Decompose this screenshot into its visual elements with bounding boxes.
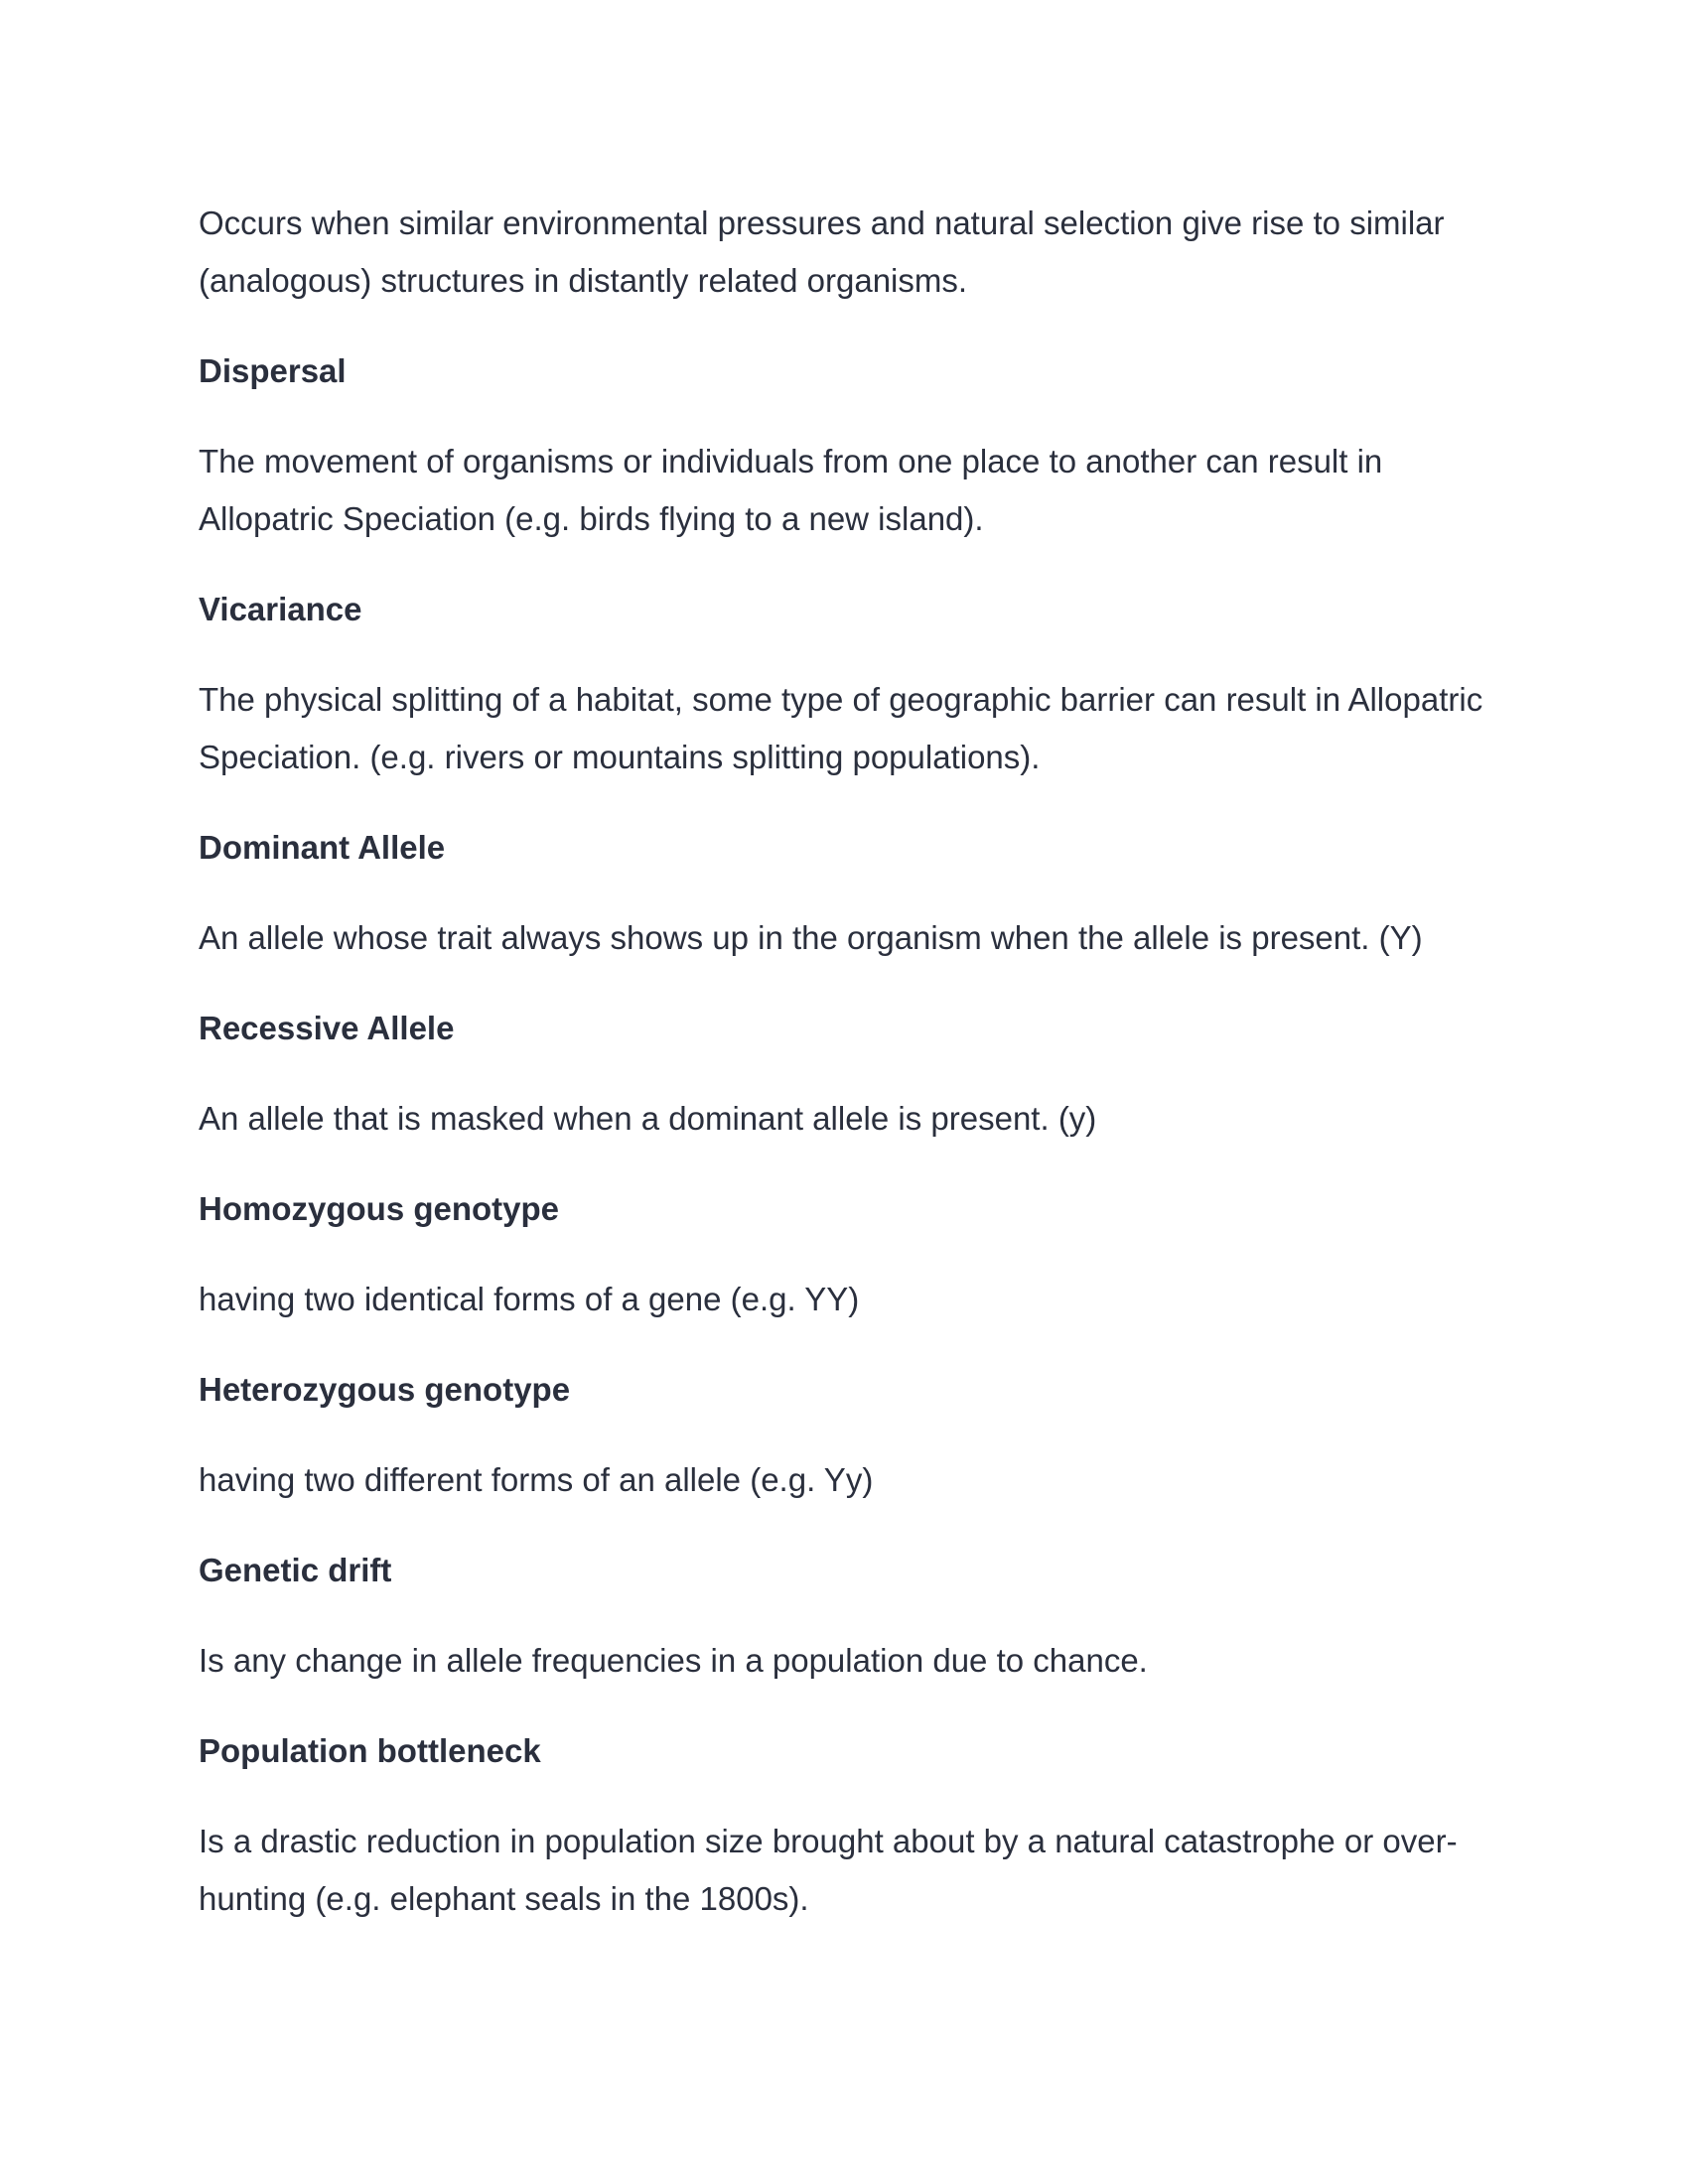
document-page — [199, 195, 1489, 1928]
term-dispersal: Dispersal — [199, 352, 347, 389]
definition-homozygous-genotype: having two identical forms of a gene (e.g. YY) — [199, 1281, 860, 1317]
definition-dominant-allele: An allele whose trait always shows up in the organism when the allele is present. (Y) — [199, 919, 1423, 956]
term-population-bottleneck: Population bottleneck — [199, 1732, 541, 1769]
definition-recessive-allele: An allele that is masked when a dominant allele is present. (y) — [199, 1100, 1097, 1137]
intro-paragraph: Occurs when similar environmental pressures and natural selection give rise to similar (analogous) structures in distantly related organisms. — [199, 205, 1445, 299]
definition-vicariance: The physical splitting of a habitat, some type of geographic barrier can result in Allopatric Speciation. (e.g. rivers or mountains splitting populations). — [199, 681, 1483, 775]
definition-genetic-drift: Is any change in allele frequencies in a population due to chance. — [199, 1642, 1148, 1679]
term-vicariance: Vicariance — [199, 591, 362, 627]
definition-heterozygous-genotype: having two different forms of an allele (e.g. Yy) — [199, 1461, 874, 1498]
term-homozygous-genotype: Homozygous genotype — [199, 1190, 560, 1227]
term-dominant-allele: Dominant Allele — [199, 829, 446, 866]
term-heterozygous-genotype: Heterozygous genotype — [199, 1371, 571, 1408]
term-recessive-allele: Recessive Allele — [199, 1010, 455, 1046]
definition-dispersal: The movement of organisms or individuals from one place to another can result in Allopatric Speciation (e.g. birds flying to a new island). — [199, 443, 1383, 537]
term-genetic-drift: Genetic drift — [199, 1552, 392, 1588]
definition-population-bottleneck: Is a drastic reduction in population size brought about by a natural catastrophe or over-hunting (e.g. elephant seals in the 1800s). — [199, 1823, 1458, 1917]
